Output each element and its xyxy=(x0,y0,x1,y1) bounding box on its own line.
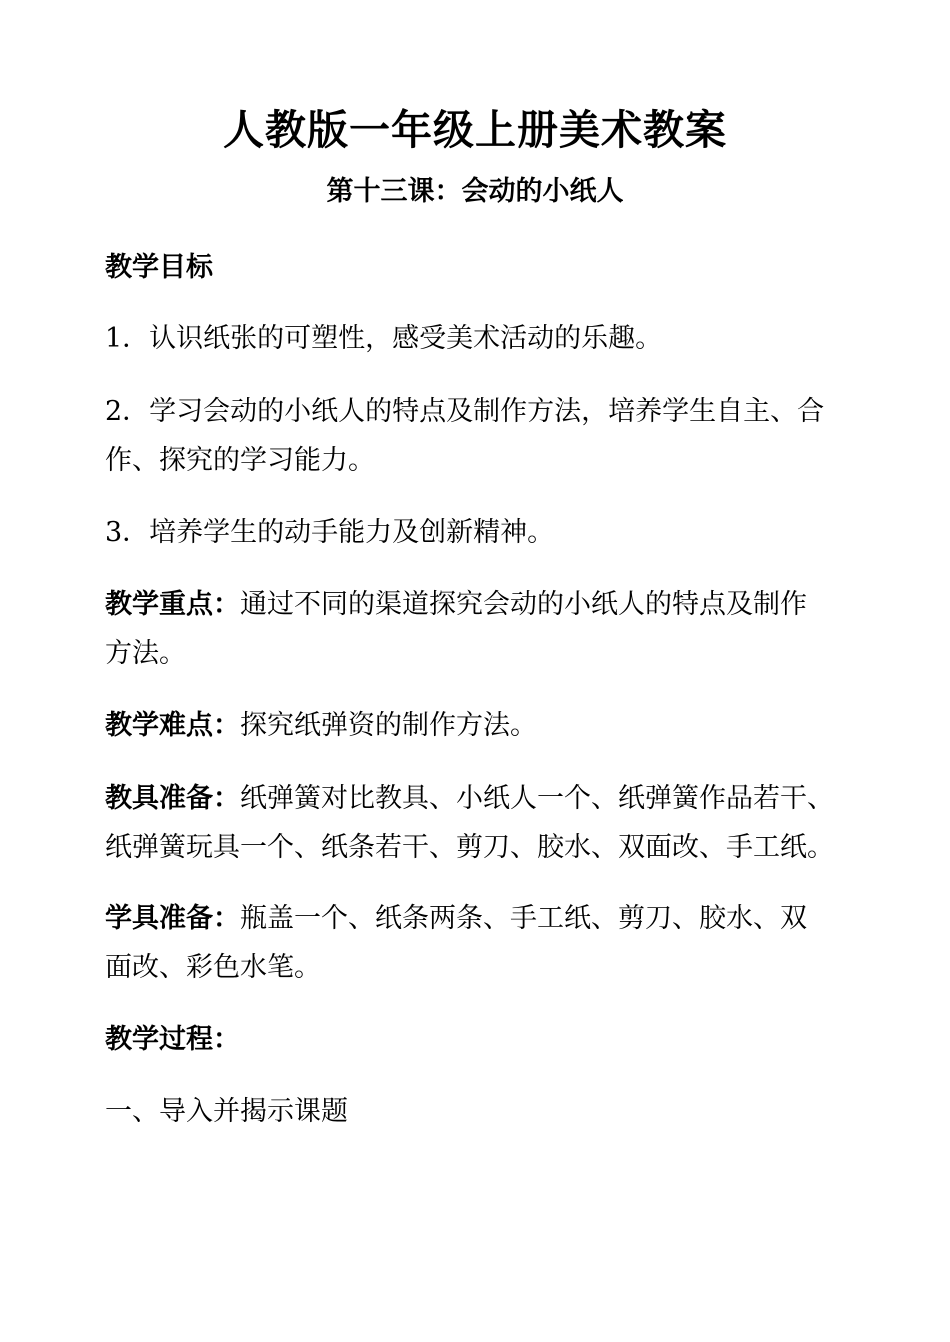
section-heading-1: 一、导入并揭示课题 xyxy=(105,1096,348,1127)
objective-text: 1．认识纸张的可塑性，感受美术活动的乐趣。 xyxy=(105,323,663,354)
teaching-aids-text: 纸弹簧对比教具、小纸人一个、纸弹簧作品若干、 xyxy=(240,783,834,814)
key-points-label: 教学重点： xyxy=(105,589,240,620)
difficulties-paragraph xyxy=(105,701,845,750)
objective-text: 2．学习会动的小纸人的特点及制作方法，培养学生自主、合 xyxy=(105,396,825,427)
process-heading: 教学过程： xyxy=(105,1024,240,1055)
document-title: 人教版一年级上册美术教案 xyxy=(223,106,727,154)
objective-item-3 xyxy=(105,508,845,557)
student-materials-paragraph xyxy=(105,894,845,992)
objective-item-2 xyxy=(105,387,845,485)
objective-text: 作、探究的学习能力。 xyxy=(105,445,375,476)
key-points-text: 通过不同的渠道探究会动的小纸人的特点及制作 xyxy=(240,589,807,620)
key-points-paragraph xyxy=(105,580,845,678)
student-materials-label: 学具准备： xyxy=(105,903,240,934)
difficulties-text: 探究纸弹资的制作方法。 xyxy=(240,710,537,741)
key-points-text: 方法。 xyxy=(105,638,186,669)
objective-text: 3．培养学生的动手能力及创新精神。 xyxy=(105,517,555,548)
student-materials-text: 面改、彩色水笔。 xyxy=(105,952,321,983)
teaching-aids-paragraph xyxy=(105,774,845,872)
student-materials-text: 瓶盖一个、纸条两条、手工纸、剪刀、胶水、双 xyxy=(240,903,807,934)
difficulties-label: 教学难点： xyxy=(105,710,240,741)
objectives-heading: 教学目标 xyxy=(105,252,213,283)
objective-item-1 xyxy=(105,314,845,363)
teaching-aids-label: 教具准备： xyxy=(105,783,240,814)
lesson-subtitle: 第十三课：会动的小纸人 xyxy=(326,176,624,207)
teaching-aids-text: 纸弹簧玩具一个、纸条若干、剪刀、胶水、双面改、手工纸。 xyxy=(105,832,834,863)
